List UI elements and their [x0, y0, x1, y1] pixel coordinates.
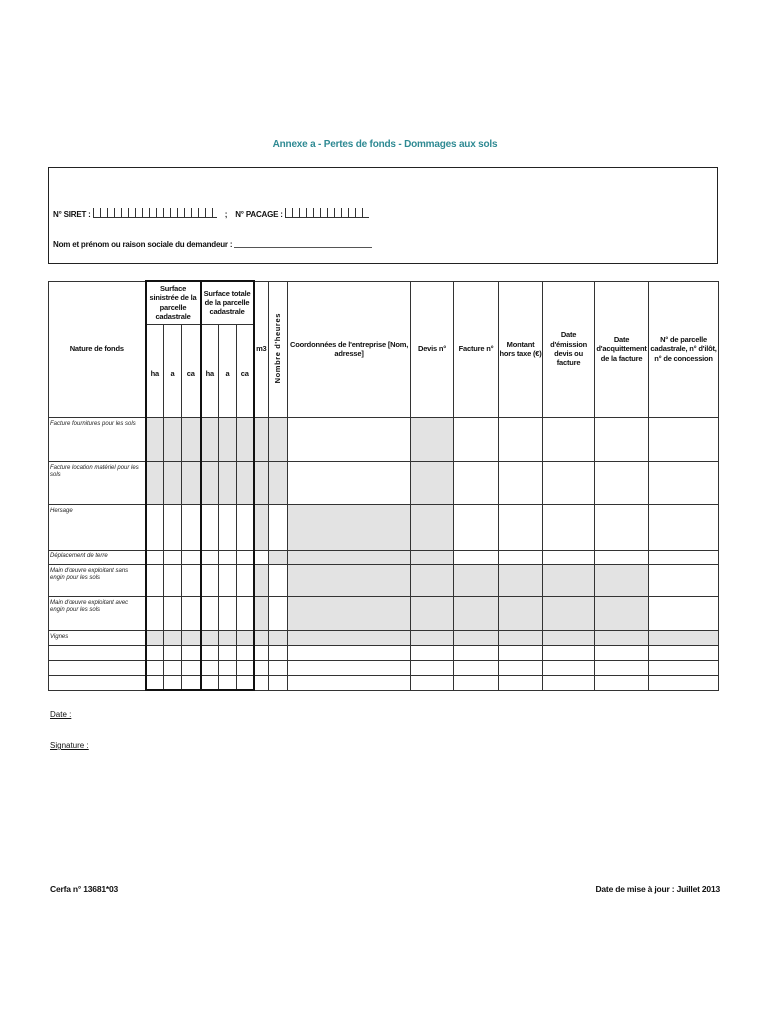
- cell[interactable]: [288, 630, 411, 645]
- cell[interactable]: [411, 675, 454, 690]
- unit-ha: ha: [146, 324, 164, 417]
- separator: ;: [224, 210, 228, 219]
- date-emission-header: Date d'émission devis ou facture: [543, 281, 595, 417]
- cell[interactable]: [269, 645, 288, 660]
- page-title: Annexe a - Pertes de fonds - Dommages aux sols: [272, 139, 498, 150]
- cell[interactable]: [595, 564, 649, 596]
- table-row: [49, 675, 719, 690]
- cell[interactable]: [182, 630, 201, 645]
- table-row: [49, 660, 719, 675]
- table-row: [49, 630, 719, 645]
- cell[interactable]: [499, 550, 543, 564]
- cell[interactable]: [146, 550, 164, 564]
- expense-table: [48, 280, 719, 691]
- cell[interactable]: [164, 675, 182, 690]
- siret-line: [53, 208, 369, 219]
- cell[interactable]: [411, 461, 454, 504]
- cell[interactable]: [269, 417, 288, 461]
- cell[interactable]: [182, 550, 201, 564]
- cell[interactable]: [649, 550, 719, 564]
- cell[interactable]: [595, 461, 649, 504]
- cell[interactable]: [237, 417, 254, 461]
- cell[interactable]: [411, 417, 454, 461]
- cell[interactable]: [146, 596, 164, 630]
- row-label: Facture location matériel pour les sols: [49, 461, 146, 504]
- cell[interactable]: [146, 630, 164, 645]
- cell[interactable]: [454, 417, 499, 461]
- row-label: Hersage: [49, 504, 146, 550]
- cell[interactable]: [164, 461, 182, 504]
- table-row: [49, 461, 719, 504]
- cell[interactable]: [219, 504, 237, 550]
- cell[interactable]: [499, 504, 543, 550]
- cell[interactable]: [201, 645, 219, 660]
- cell[interactable]: [543, 645, 595, 660]
- cell[interactable]: [164, 660, 182, 675]
- cell[interactable]: [543, 675, 595, 690]
- cell[interactable]: [543, 596, 595, 630]
- cell[interactable]: [219, 461, 237, 504]
- table-row: [49, 645, 719, 660]
- cell[interactable]: [219, 630, 237, 645]
- cell[interactable]: [201, 596, 219, 630]
- unit-ca: ca: [182, 324, 201, 417]
- cell[interactable]: [237, 564, 254, 596]
- cell[interactable]: [288, 675, 411, 690]
- cell[interactable]: [595, 596, 649, 630]
- cell[interactable]: [269, 461, 288, 504]
- cell[interactable]: [543, 504, 595, 550]
- cell[interactable]: [219, 596, 237, 630]
- cell[interactable]: [411, 660, 454, 675]
- cell[interactable]: [269, 504, 288, 550]
- cell[interactable]: [454, 461, 499, 504]
- cell[interactable]: [237, 645, 254, 660]
- cell[interactable]: [164, 564, 182, 596]
- cell[interactable]: [595, 660, 649, 675]
- cell[interactable]: [649, 596, 719, 630]
- cell[interactable]: [146, 675, 164, 690]
- cell[interactable]: [164, 550, 182, 564]
- cell[interactable]: [182, 504, 201, 550]
- cell[interactable]: [164, 504, 182, 550]
- cell[interactable]: [146, 564, 164, 596]
- cell[interactable]: [499, 564, 543, 596]
- row-label: Main d'œuvre exploitant sans engin pour les sols: [49, 564, 146, 596]
- name-field[interactable]: [234, 239, 372, 248]
- cell[interactable]: [219, 564, 237, 596]
- cell[interactable]: [499, 675, 543, 690]
- cell[interactable]: [269, 675, 288, 690]
- cell[interactable]: [219, 417, 237, 461]
- row-label: Déplacement de terre: [49, 550, 146, 564]
- cell[interactable]: [649, 564, 719, 596]
- cell[interactable]: [254, 660, 269, 675]
- cell[interactable]: [288, 596, 411, 630]
- facture-header: Facture n°: [454, 281, 499, 417]
- devis-header: Devis n°: [411, 281, 454, 417]
- cell[interactable]: [237, 630, 254, 645]
- cell[interactable]: [543, 417, 595, 461]
- cell[interactable]: [146, 660, 164, 675]
- cell[interactable]: [237, 596, 254, 630]
- cell[interactable]: [182, 645, 201, 660]
- cell[interactable]: [595, 645, 649, 660]
- pacage-field[interactable]: [285, 208, 369, 218]
- table-row: [49, 564, 719, 596]
- cell[interactable]: [649, 660, 719, 675]
- cell[interactable]: [254, 564, 269, 596]
- cell[interactable]: [237, 461, 254, 504]
- cell[interactable]: [649, 630, 719, 645]
- cell[interactable]: [182, 660, 201, 675]
- table-row: [49, 417, 719, 461]
- pacage-label: N° PACAGE :: [235, 210, 283, 219]
- table-row: [49, 550, 719, 564]
- cell[interactable]: [269, 550, 288, 564]
- cell[interactable]: [288, 645, 411, 660]
- unit-ca: ca: [237, 324, 254, 417]
- cell[interactable]: [164, 417, 182, 461]
- cell[interactable]: [454, 596, 499, 630]
- cell[interactable]: [201, 630, 219, 645]
- cell[interactable]: [454, 660, 499, 675]
- cell[interactable]: [411, 504, 454, 550]
- nature-header: Nature de fonds: [49, 281, 146, 417]
- cell[interactable]: [182, 417, 201, 461]
- cell[interactable]: [182, 675, 201, 690]
- cell[interactable]: [146, 504, 164, 550]
- cell[interactable]: [649, 504, 719, 550]
- cell[interactable]: [543, 564, 595, 596]
- cell[interactable]: [649, 417, 719, 461]
- cell[interactable]: [411, 645, 454, 660]
- montant-header: Montant hors taxe (€): [499, 281, 543, 417]
- identification-box: [48, 167, 718, 264]
- row-label[interactable]: [49, 660, 146, 675]
- cell[interactable]: [201, 550, 219, 564]
- cell[interactable]: [269, 660, 288, 675]
- cell[interactable]: [254, 504, 269, 550]
- cell[interactable]: [182, 461, 201, 504]
- cell[interactable]: [411, 630, 454, 645]
- cell[interactable]: [237, 675, 254, 690]
- surface-sinistree-header: Surface sinistrée de la parcelle cadastrale: [146, 281, 201, 324]
- row-label: Main d'œuvre exploitant avec engin pour les sols: [49, 596, 146, 630]
- cell[interactable]: [254, 675, 269, 690]
- cell[interactable]: [219, 660, 237, 675]
- cell[interactable]: [201, 417, 219, 461]
- siret-label: N° SIRET :: [53, 210, 91, 219]
- cell[interactable]: [146, 461, 164, 504]
- cell[interactable]: [164, 645, 182, 660]
- cell[interactable]: [254, 461, 269, 504]
- cell[interactable]: [543, 550, 595, 564]
- cell[interactable]: [201, 564, 219, 596]
- cell[interactable]: [288, 660, 411, 675]
- cell[interactable]: [201, 504, 219, 550]
- cell[interactable]: [182, 596, 201, 630]
- cell[interactable]: [237, 504, 254, 550]
- cell[interactable]: [164, 630, 182, 645]
- cell[interactable]: [219, 675, 237, 690]
- heures-header: [269, 281, 288, 417]
- cell[interactable]: [499, 630, 543, 645]
- cell[interactable]: [543, 630, 595, 645]
- cell[interactable]: [649, 645, 719, 660]
- cell[interactable]: [411, 596, 454, 630]
- cell[interactable]: [499, 660, 543, 675]
- table-row: [49, 596, 719, 630]
- date-label: Date :: [50, 710, 72, 719]
- cerfa-number: Cerfa n° 13681*03: [50, 884, 119, 894]
- cell[interactable]: [649, 675, 719, 690]
- cell[interactable]: [499, 417, 543, 461]
- cell[interactable]: [288, 504, 411, 550]
- surface-totale-header: Surface totale de la parcelle cadastrale: [201, 281, 254, 324]
- cell[interactable]: [254, 630, 269, 645]
- cell[interactable]: [499, 645, 543, 660]
- unit-a: a: [164, 324, 182, 417]
- name-line: [53, 239, 372, 249]
- cell[interactable]: [595, 675, 649, 690]
- signature-label: Signature :: [50, 741, 89, 750]
- cell[interactable]: [543, 461, 595, 504]
- cell[interactable]: [182, 564, 201, 596]
- cell[interactable]: [499, 461, 543, 504]
- unit-ha: ha: [201, 324, 219, 417]
- cell[interactable]: [499, 596, 543, 630]
- cell[interactable]: [411, 550, 454, 564]
- row-label: Vignes: [49, 630, 146, 645]
- cell[interactable]: [595, 417, 649, 461]
- cell[interactable]: [219, 645, 237, 660]
- cell[interactable]: [269, 596, 288, 630]
- update-date: Date de mise à jour : Juillet 2013: [595, 884, 720, 894]
- cell[interactable]: [595, 504, 649, 550]
- cell[interactable]: [269, 630, 288, 645]
- cell[interactable]: [201, 660, 219, 675]
- cell[interactable]: [254, 417, 269, 461]
- cell[interactable]: [454, 645, 499, 660]
- cell[interactable]: [201, 675, 219, 690]
- cell[interactable]: [454, 675, 499, 690]
- row-label[interactable]: [49, 675, 146, 690]
- cell[interactable]: [164, 596, 182, 630]
- cell[interactable]: [543, 660, 595, 675]
- cell[interactable]: [454, 550, 499, 564]
- cell[interactable]: [254, 550, 269, 564]
- date-acquittement-header: Date d'acquittement de la facture: [595, 281, 649, 417]
- cell[interactable]: [454, 630, 499, 645]
- cell[interactable]: [237, 660, 254, 675]
- row-label: Facture fournitures pour les sols: [49, 417, 146, 461]
- coordonnees-header: Coordonnées de l'entreprise [Nom, adresse]: [288, 281, 411, 417]
- unit-a: a: [219, 324, 237, 417]
- cell[interactable]: [146, 417, 164, 461]
- cell[interactable]: [649, 461, 719, 504]
- cell[interactable]: [269, 564, 288, 596]
- cell[interactable]: [288, 564, 411, 596]
- table-row: [49, 504, 719, 550]
- siret-field[interactable]: [93, 208, 217, 218]
- cell[interactable]: [201, 461, 219, 504]
- cell[interactable]: [411, 564, 454, 596]
- cell[interactable]: [254, 645, 269, 660]
- cell[interactable]: [288, 417, 411, 461]
- cell[interactable]: [219, 550, 237, 564]
- name-label: Nom et prénom ou raison sociale du demandeur :: [53, 240, 233, 249]
- heures-label: Nombre d'heures: [273, 312, 283, 383]
- cell[interactable]: [254, 596, 269, 630]
- cell[interactable]: [595, 630, 649, 645]
- parcelle-header: N° de parcelle cadastrale, n° d'ilôt, n° de concession: [649, 281, 719, 417]
- cell[interactable]: [595, 550, 649, 564]
- m3-header: m3: [254, 281, 269, 417]
- cell[interactable]: [237, 550, 254, 564]
- row-label[interactable]: [49, 645, 146, 660]
- cell[interactable]: [288, 550, 411, 564]
- cell[interactable]: [454, 564, 499, 596]
- cell[interactable]: [454, 504, 499, 550]
- cell[interactable]: [288, 461, 411, 504]
- cell[interactable]: [146, 645, 164, 660]
